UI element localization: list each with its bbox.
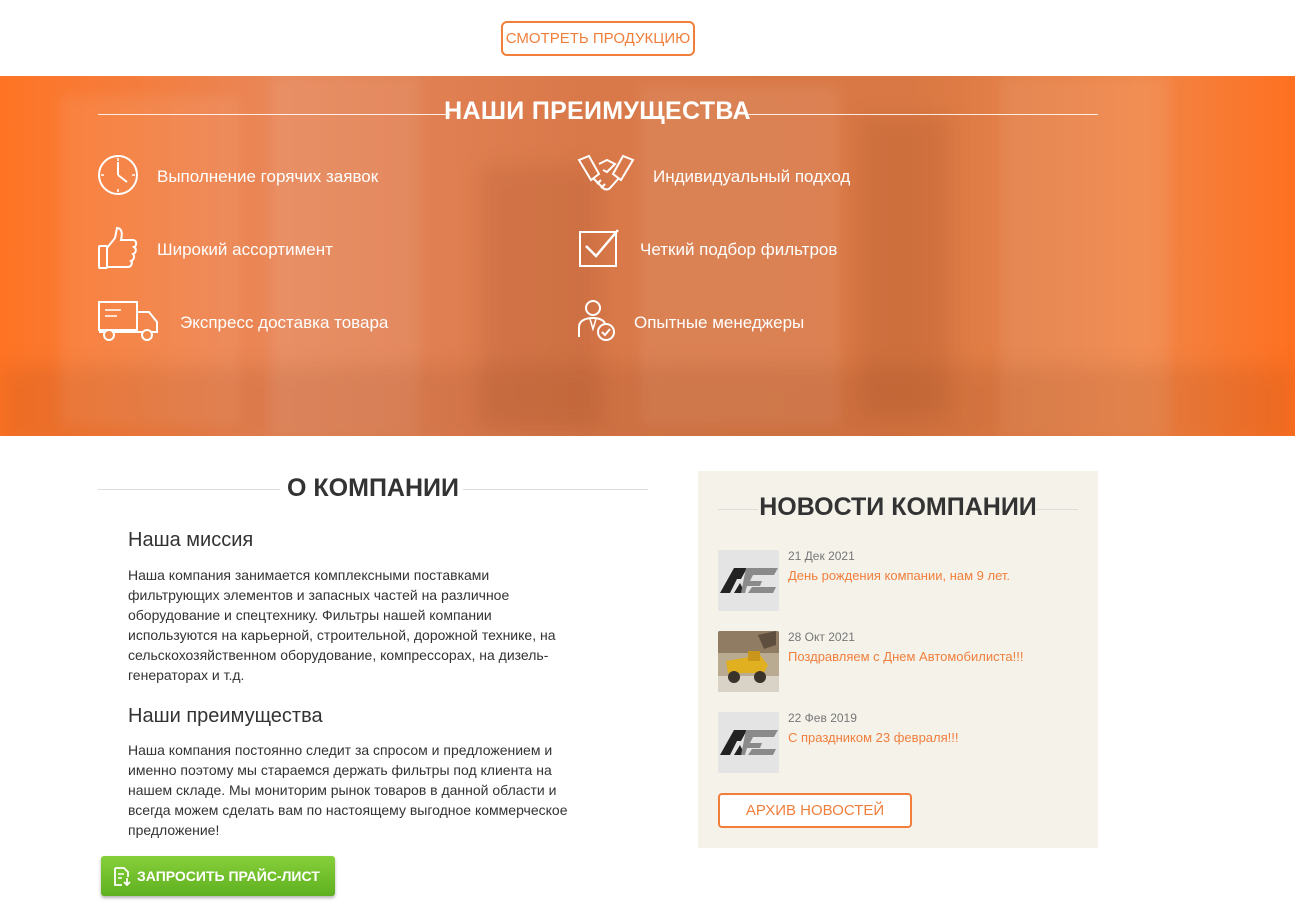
- advantages-heading: Наши преимущества: [128, 705, 323, 727]
- news-link[interactable]: День рождения компании, нам 9 лет.: [788, 568, 1011, 583]
- advantage-label: Выполнение горячих заявок: [157, 167, 379, 186]
- checkbox-icon: [578, 228, 620, 268]
- mission-heading: Наша миссия: [128, 529, 254, 551]
- view-products-button[interactable]: СМОТРЕТЬ ПРОДУКЦИЮ: [501, 21, 695, 56]
- news-date: 22 Фев 2019: [788, 711, 857, 725]
- news-link[interactable]: С праздником 23 февраля!!!: [788, 730, 959, 745]
- news-title: НОВОСТИ КОМПАНИИ: [759, 493, 1037, 521]
- news-link[interactable]: Поздравляем с Днем Автомобилиста!!!: [788, 649, 1024, 664]
- mining-truck-photo: [718, 631, 779, 692]
- news-thumbnail[interactable]: [718, 550, 779, 611]
- background-ground: [0, 366, 1295, 436]
- advantages-title: НАШИ ПРЕИМУЩЕСТВА: [444, 97, 751, 125]
- clock-icon: [97, 154, 139, 196]
- advantage-label: Экспресс доставка товара: [180, 313, 389, 332]
- mission-text: Наша компания занимается комплексными поставками фильтрующих элементов и запасных частей на различное оборудование и спецтехнику. Фильтры нашей компании используются на карьерной, строительной, дорожной технике, на сельскохозяйственном оборудование, компрессорах, на дизель-генераторах и т.д.: [128, 567, 556, 683]
- news-thumbnail[interactable]: [718, 712, 779, 773]
- advantage-label: Четкий подбор фильтров: [640, 240, 838, 259]
- news-date: 28 Окт 2021: [788, 630, 855, 644]
- news-date: 21 Дек 2021: [788, 549, 855, 563]
- thumbs-up-icon: [97, 226, 139, 270]
- handshake-icon: [577, 152, 635, 198]
- advantage-label: Широкий ассортимент: [157, 240, 333, 259]
- advantage-label: Индивидуальный подход: [653, 167, 851, 186]
- news-thumbnail[interactable]: [718, 631, 779, 692]
- manager-icon: [577, 299, 617, 343]
- news-archive-button[interactable]: АРХИВ НОВОСТЕЙ: [718, 793, 912, 828]
- about-title: О КОМПАНИИ: [287, 474, 459, 502]
- company-logo-icon: [718, 550, 779, 611]
- advantages-text: Наша компания постоянно следит за спросом и предложением и именно поэтому мы стараемся держать фильтры под клиента на нашем складе. Мы мониторим рынок товаров в данной области и всегда можем сделать вам по настоящему выгодное коммерческое предложение!: [128, 742, 568, 838]
- document-download-icon: [113, 867, 131, 886]
- request-price-list-button[interactable]: [101, 856, 335, 896]
- advantage-label: Опытные менеджеры: [634, 313, 805, 332]
- truck-icon: [97, 300, 161, 342]
- company-logo-icon: [718, 712, 779, 773]
- request-price-list-label: ЗАПРОСИТЬ ПРАЙС-ЛИСТ: [137, 868, 320, 884]
